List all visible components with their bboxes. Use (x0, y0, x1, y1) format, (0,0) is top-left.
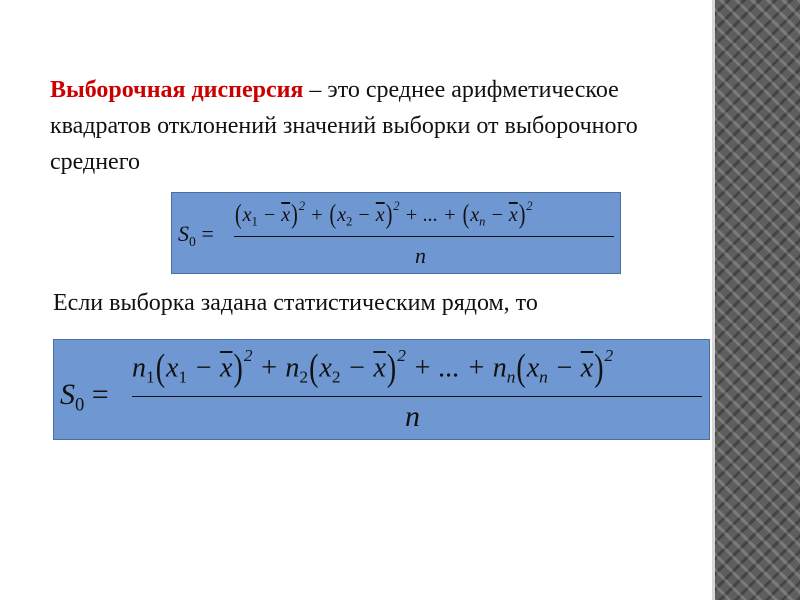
formula-denominator: n (415, 243, 426, 268)
formula-box-sample-variance (171, 192, 621, 274)
formula-numerator: $n_1(x_1 - \overline{x})^2 + n_2(x_2 - \overline{x})^2$ + ... + $n_n(x_n - \overline{x})^2$ (132, 346, 614, 389)
definition-paragraph (50, 72, 710, 180)
formula-lhs: $S_0$ = (60, 378, 109, 416)
formula-denominator: n (405, 400, 420, 433)
fraction-bar (132, 396, 702, 397)
term-highlight: Выборочная дисперсия (50, 77, 304, 103)
definition-text: – это среднее арифметическое квадратов отклонений значений выборки от выборочного среднего (50, 77, 638, 175)
formula-numerator: $(x_1 - \overline{x})^2 + (x_2 - \overline{x})^2$ + ... + $(x_n - \overline{x})^2$ (235, 199, 533, 230)
statement-text: Если выборка задана статистическим рядом, то (53, 290, 538, 316)
decorative-side-strip (712, 0, 800, 600)
formula-lhs: $S_0$ = (178, 221, 214, 249)
side-strip-edge (712, 0, 715, 600)
fraction-bar (234, 236, 614, 237)
formula-box-weighted-variance (53, 339, 710, 440)
